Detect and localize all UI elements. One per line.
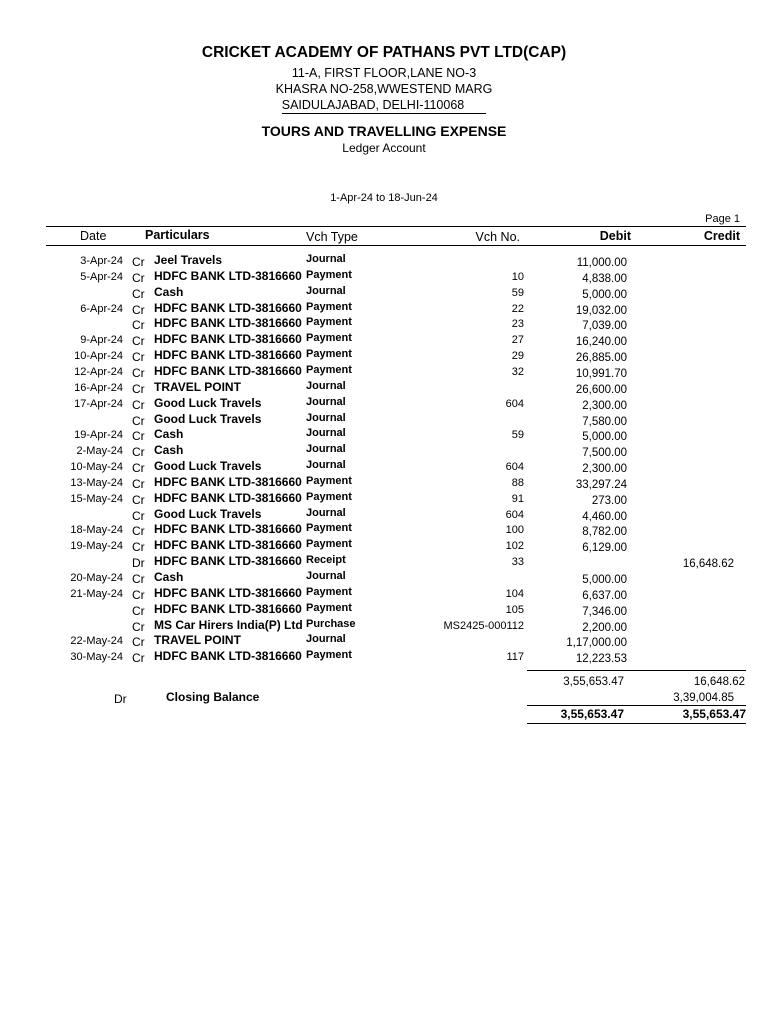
row-vch-type: Journal: [306, 379, 346, 392]
row-vch-type: Payment: [306, 268, 352, 281]
row-vch-type: Payment: [306, 538, 352, 551]
header-top-rule: [46, 226, 746, 227]
row-dr-cr: Cr: [132, 572, 145, 586]
row-vch-no: 33: [511, 556, 524, 569]
row-dr-cr: Cr: [132, 524, 145, 539]
table-row: [0, 522, 768, 538]
row-particulars: Cash: [154, 570, 184, 584]
row-date: 12-Apr-24: [74, 365, 123, 378]
row-debit: 8,782.00: [582, 526, 627, 539]
row-particulars: HDFC BANK LTD-3816660: [154, 316, 302, 331]
row-dr-cr: Cr: [132, 397, 145, 412]
row-date: 30-May-24: [70, 651, 123, 664]
row-dr-cr: Cr: [132, 619, 145, 634]
row-particulars: Jeel Travels: [154, 253, 223, 267]
row-particulars: TRAVEL POINT: [154, 379, 241, 394]
row-vch-type: Journal: [306, 443, 346, 456]
row-particulars: HDFC BANK LTD-3816660: [154, 585, 302, 600]
row-vch-type: Payment: [306, 474, 352, 487]
table-row: [0, 332, 768, 348]
row-debit: 5,000.00: [582, 574, 627, 586]
row-dr-cr: Cr: [132, 445, 145, 460]
header-bottom-rule: [46, 245, 746, 246]
row-vch-type: Journal: [306, 284, 346, 297]
row-vch-type: Payment: [306, 522, 352, 535]
row-debit: 12,223.53: [575, 653, 627, 666]
table-row: [0, 507, 768, 523]
subtotal-debit: 3,55,653.47: [563, 676, 624, 688]
grand-total-top-rule: [527, 705, 746, 706]
subtotal-rule: [527, 670, 746, 671]
row-dr-cr: Cr: [132, 350, 145, 365]
row-debit: 7,580.00: [582, 415, 627, 428]
row-date: 10-May-24: [70, 461, 123, 474]
grand-total-bottom-rule: [527, 723, 746, 724]
company-name: CRICKET ACADEMY OF PATHANS PVT LTD(CAP): [201, 44, 567, 61]
row-dr-cr: Cr: [132, 286, 145, 301]
row-debit: 33,297.24: [575, 478, 627, 491]
closing-balance-label: Closing Balance: [166, 690, 260, 704]
row-debit: 2,300.00: [582, 463, 627, 476]
row-debit: 7,500.00: [582, 447, 627, 460]
row-vch-type: Payment: [306, 490, 352, 503]
table-row: [0, 633, 768, 649]
row-dr-cr: Cr: [132, 302, 145, 317]
row-particulars: HDFC BANK LTD-3816660: [154, 490, 302, 505]
row-vch-no: 59: [511, 286, 524, 299]
row-dr-cr: Cr: [132, 365, 145, 380]
page-number: Page 1: [705, 213, 740, 225]
row-vch-type: Journal: [306, 506, 346, 519]
row-debit: 2,200.00: [582, 621, 627, 634]
row-particulars: Cash: [154, 427, 184, 442]
col-header-vch-no: Vch No.: [475, 230, 520, 244]
row-debit: 11,000.00: [576, 257, 627, 269]
row-dr-cr: Cr: [132, 587, 145, 602]
row-particulars: Good Luck Travels: [154, 459, 262, 474]
row-vch-type: Purchase: [306, 617, 356, 630]
grand-total-credit: 3,55,653.47: [682, 707, 746, 721]
row-vch-no: 22: [511, 302, 524, 315]
row-date: 18-May-24: [70, 524, 123, 537]
row-debit: 4,838.00: [582, 272, 627, 285]
row-vch-no: 117: [506, 651, 524, 664]
row-debit: 1,17,000.00: [566, 637, 627, 650]
row-vch-no: 604: [505, 461, 524, 474]
row-dr-cr: Cr: [132, 270, 145, 285]
row-vch-type: Payment: [306, 585, 352, 598]
closing-dc: Dr: [114, 692, 127, 706]
table-row: [0, 253, 768, 269]
row-particulars: HDFC BANK LTD-3816660: [154, 348, 302, 363]
row-debit: 2,300.00: [582, 399, 627, 412]
row-date: 21-May-24: [70, 587, 123, 600]
row-dr-cr: Cr: [132, 540, 145, 555]
table-row: [0, 586, 768, 602]
row-dr-cr: Cr: [132, 334, 145, 349]
row-date: 13-May-24: [70, 476, 123, 489]
row-dr-cr: Dr: [132, 556, 145, 571]
table-row: [0, 649, 768, 665]
address-line-1: 11-A, FIRST FLOOR,LANE NO-3: [291, 66, 477, 80]
grand-total-debit: 3,55,653.47: [560, 707, 624, 721]
row-debit: 26,885.00: [575, 352, 627, 365]
col-header-vch-type: Vch Type: [306, 230, 358, 244]
row-debit: 26,600.00: [575, 383, 627, 396]
row-vch-no: 88: [511, 476, 524, 489]
row-vch-type: Journal: [306, 253, 346, 265]
row-vch-no: 23: [511, 318, 524, 331]
row-particulars: HDFC BANK LTD-3816660: [154, 363, 302, 378]
row-date: 3-Apr-24: [80, 255, 123, 267]
col-header-date: Date: [80, 229, 107, 243]
address-line-2: KHASRA NO-258,WWESTEND MARG: [275, 82, 493, 96]
row-debit: 6,637.00: [582, 589, 627, 602]
row-particulars: TRAVEL POINT: [154, 633, 241, 648]
row-vch-type: Journal: [306, 427, 346, 440]
row-particulars: Good Luck Travels: [154, 506, 262, 521]
row-dr-cr: Cr: [132, 508, 145, 523]
row-vch-type: Journal: [306, 633, 346, 646]
row-particulars: HDFC BANK LTD-3816660: [154, 522, 302, 537]
row-debit: 19,032.00: [575, 304, 627, 317]
row-particulars: HDFC BANK LTD-3816660: [154, 649, 302, 664]
row-date: 17-Apr-24: [74, 397, 123, 410]
table-row: [0, 396, 768, 412]
table-row: [0, 364, 768, 380]
row-date: 22-May-24: [70, 635, 123, 648]
row-vch-type: Payment: [306, 300, 352, 313]
table-row: [0, 269, 768, 285]
row-date: 6-Apr-24: [80, 302, 123, 315]
row-dr-cr: Cr: [132, 381, 145, 396]
row-debit: 16,240.00: [575, 336, 627, 349]
table-row: [0, 301, 768, 317]
row-vch-type: Payment: [306, 649, 352, 662]
row-vch-no: 100: [505, 524, 524, 537]
row-date: 2-May-24: [76, 445, 123, 458]
row-vch-no: 104: [505, 587, 524, 600]
row-vch-type: Payment: [306, 601, 352, 614]
row-vch-type: Payment: [306, 332, 352, 345]
row-particulars: HDFC BANK LTD-3816660: [154, 474, 302, 489]
table-row: [0, 316, 768, 332]
row-dr-cr: Cr: [132, 429, 145, 444]
row-vch-type: Receipt: [306, 554, 346, 567]
row-date: 9-Apr-24: [80, 334, 123, 347]
row-vch-no: 604: [505, 508, 524, 521]
address-line-3: SAIDULAJABAD, DELHI-110068: [282, 98, 487, 114]
table-row: [0, 602, 768, 618]
row-vch-no: 10: [511, 270, 524, 283]
row-particulars: HDFC BANK LTD-3816660: [154, 332, 302, 347]
row-date: 10-Apr-24: [74, 350, 123, 363]
row-dr-cr: Cr: [132, 461, 145, 476]
row-particulars: HDFC BANK LTD-3816660: [154, 554, 302, 569]
report-subtitle: Ledger Account: [342, 141, 426, 155]
table-row: [0, 380, 768, 396]
table-row: [0, 538, 768, 554]
row-debit: 4,460.00: [582, 510, 627, 523]
col-header-particulars: Particulars: [145, 228, 210, 242]
table-row: [0, 443, 768, 459]
row-debit: 7,346.00: [582, 605, 627, 618]
row-vch-type: Journal: [306, 570, 346, 582]
row-date: 20-May-24: [70, 572, 123, 584]
row-date: 5-Apr-24: [80, 270, 123, 283]
col-header-debit: Debit: [599, 229, 631, 243]
period: 1-Apr-24 to 18-Jun-24: [330, 192, 438, 204]
row-vch-no: 32: [511, 365, 524, 378]
row-date: 19-May-24: [70, 540, 123, 553]
row-vch-type: Journal: [306, 459, 346, 472]
row-vch-type: Payment: [306, 348, 352, 361]
row-particulars: HDFC BANK LTD-3816660: [154, 538, 302, 553]
table-row: [0, 285, 768, 301]
row-date: 15-May-24: [70, 492, 123, 505]
row-vch-type: Payment: [306, 316, 352, 329]
row-vch-no: MS2425-000112: [443, 619, 524, 632]
row-vch-no: 29: [511, 350, 524, 363]
table-row: [0, 475, 768, 491]
row-debit: 6,129.00: [582, 542, 627, 555]
table-row: [0, 570, 768, 586]
row-particulars: Good Luck Travels: [154, 395, 262, 410]
row-particulars: Cash: [154, 284, 184, 299]
row-particulars: HDFC BANK LTD-3816660: [154, 268, 302, 283]
row-dr-cr: Cr: [132, 318, 145, 333]
row-dr-cr: Cr: [132, 651, 145, 666]
table-row: [0, 459, 768, 475]
table-row: [0, 348, 768, 364]
table-row: [0, 412, 768, 428]
row-dr-cr: Cr: [132, 476, 145, 491]
row-dr-cr: Cr: [132, 492, 145, 507]
row-vch-no: 59: [511, 429, 524, 442]
table-row: [0, 554, 768, 570]
row-vch-type: Journal: [306, 395, 346, 408]
row-particulars: HDFC BANK LTD-3816660: [154, 601, 302, 616]
closing-credit: 3,39,004.85: [673, 692, 734, 704]
subtotal-credit: 16,648.62: [693, 676, 745, 688]
table-row: [0, 491, 768, 507]
row-dr-cr: Cr: [132, 603, 145, 618]
table-row: [0, 427, 768, 443]
row-vch-no: 27: [511, 334, 524, 347]
address-line-3-wrapper: [0, 98, 768, 112]
row-vch-type: Payment: [306, 363, 352, 376]
row-debit: 5,000.00: [582, 288, 627, 301]
row-date: 16-Apr-24: [74, 381, 123, 394]
row-dr-cr: Cr: [132, 255, 145, 269]
row-particulars: Good Luck Travels: [154, 411, 262, 426]
report-title: TOURS AND TRAVELLING EXPENSE: [261, 123, 507, 139]
row-vch-no: 105: [505, 603, 524, 616]
row-vch-no: 91: [511, 492, 524, 505]
row-particulars: Cash: [154, 443, 184, 458]
row-vch-no: 604: [505, 397, 524, 410]
row-credit: 16,648.62: [682, 558, 734, 571]
row-date: 19-Apr-24: [74, 429, 123, 442]
col-header-credit: Credit: [703, 229, 740, 243]
row-vch-no: 102: [505, 540, 524, 553]
table-row: [0, 618, 768, 634]
row-dr-cr: Cr: [132, 635, 145, 650]
row-debit: 7,039.00: [582, 320, 627, 333]
row-debit: 5,000.00: [582, 431, 627, 444]
row-particulars: MS Car Hirers India(P) Ltd: [154, 617, 303, 632]
row-vch-type: Journal: [306, 411, 346, 424]
row-debit: 273.00: [591, 494, 627, 507]
row-particulars: HDFC BANK LTD-3816660: [154, 300, 302, 315]
row-debit: 10,991.70: [575, 367, 627, 380]
row-dr-cr: Cr: [132, 413, 145, 428]
